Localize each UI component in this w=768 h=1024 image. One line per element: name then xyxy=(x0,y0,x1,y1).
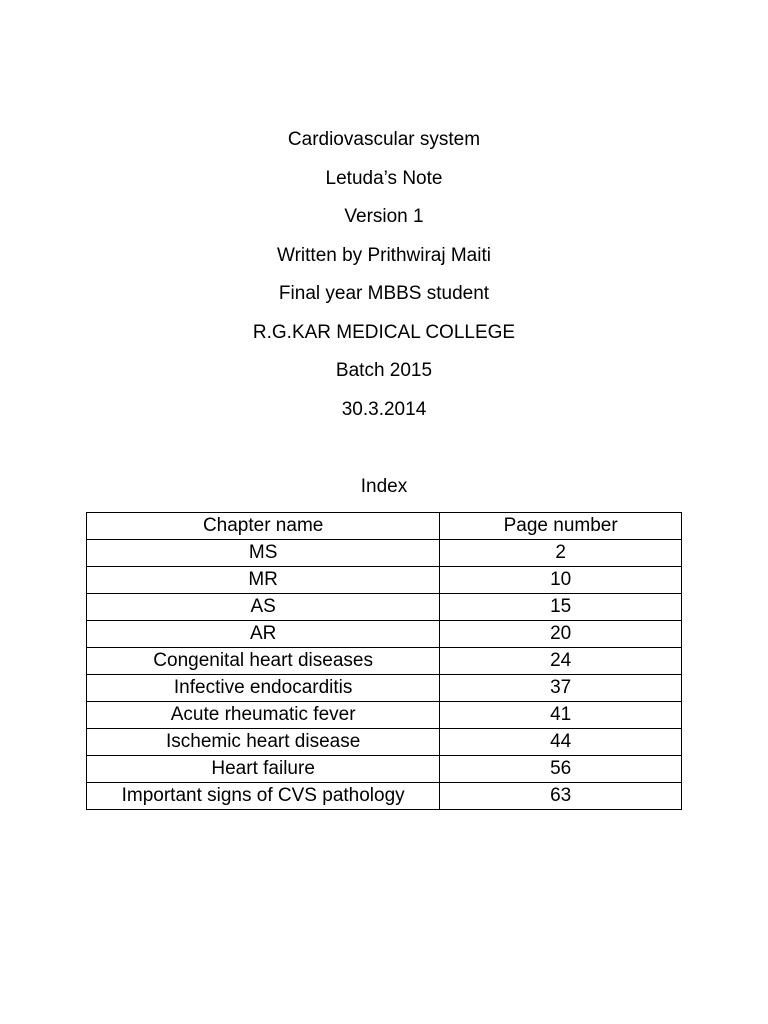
page-number-cell: 15 xyxy=(440,594,682,621)
chapter-name-cell: Ischemic heart disease xyxy=(87,729,440,756)
table-row xyxy=(87,621,682,648)
index-header-row xyxy=(87,513,682,540)
chapter-name-cell: MS xyxy=(87,540,440,567)
chapter-name-cell: AR xyxy=(87,621,440,648)
page-number-cell: 41 xyxy=(440,702,682,729)
table-row xyxy=(87,702,682,729)
page-number-cell: 63 xyxy=(440,783,682,810)
author-status: Final year MBBS student xyxy=(278,283,490,304)
page-number-cell: 37 xyxy=(440,675,682,702)
college-name: R.G.KAR MEDICAL COLLEGE xyxy=(252,322,516,343)
table-row xyxy=(87,729,682,756)
chapter-name-cell: MR xyxy=(87,567,440,594)
document-subject: Cardiovascular system xyxy=(287,129,481,150)
chapter-name-cell: AS xyxy=(87,594,440,621)
index-heading: Index xyxy=(360,476,408,497)
document-date: 30.3.2014 xyxy=(341,399,427,420)
page-number-cell: 10 xyxy=(440,567,682,594)
page-number-header: Page number xyxy=(440,513,682,540)
page-number-cell: 44 xyxy=(440,729,682,756)
page-number-cell: 20 xyxy=(440,621,682,648)
index-table xyxy=(86,512,682,810)
page-number-cell: 2 xyxy=(440,540,682,567)
batch-line: Batch 2015 xyxy=(335,360,433,381)
table-row xyxy=(87,648,682,675)
table-row xyxy=(87,594,682,621)
chapter-name-cell: Congenital heart diseases xyxy=(87,648,440,675)
page-number-cell: 24 xyxy=(440,648,682,675)
table-row xyxy=(87,540,682,567)
table-row xyxy=(87,675,682,702)
author-line: Written by Prithwiraj Maiti xyxy=(277,245,491,266)
page-number-cell: 56 xyxy=(440,756,682,783)
document-title: Letuda’s Note xyxy=(325,168,443,189)
document-version: Version 1 xyxy=(344,206,424,227)
table-row xyxy=(87,783,682,810)
table-row xyxy=(87,756,682,783)
chapter-name-cell: Heart failure xyxy=(87,756,440,783)
chapter-name-header: Chapter name xyxy=(87,513,440,540)
chapter-name-cell: Infective endocarditis xyxy=(87,675,440,702)
chapter-name-cell: Important signs of CVS pathology xyxy=(87,783,440,810)
table-row xyxy=(87,567,682,594)
chapter-name-cell: Acute rheumatic fever xyxy=(87,702,440,729)
